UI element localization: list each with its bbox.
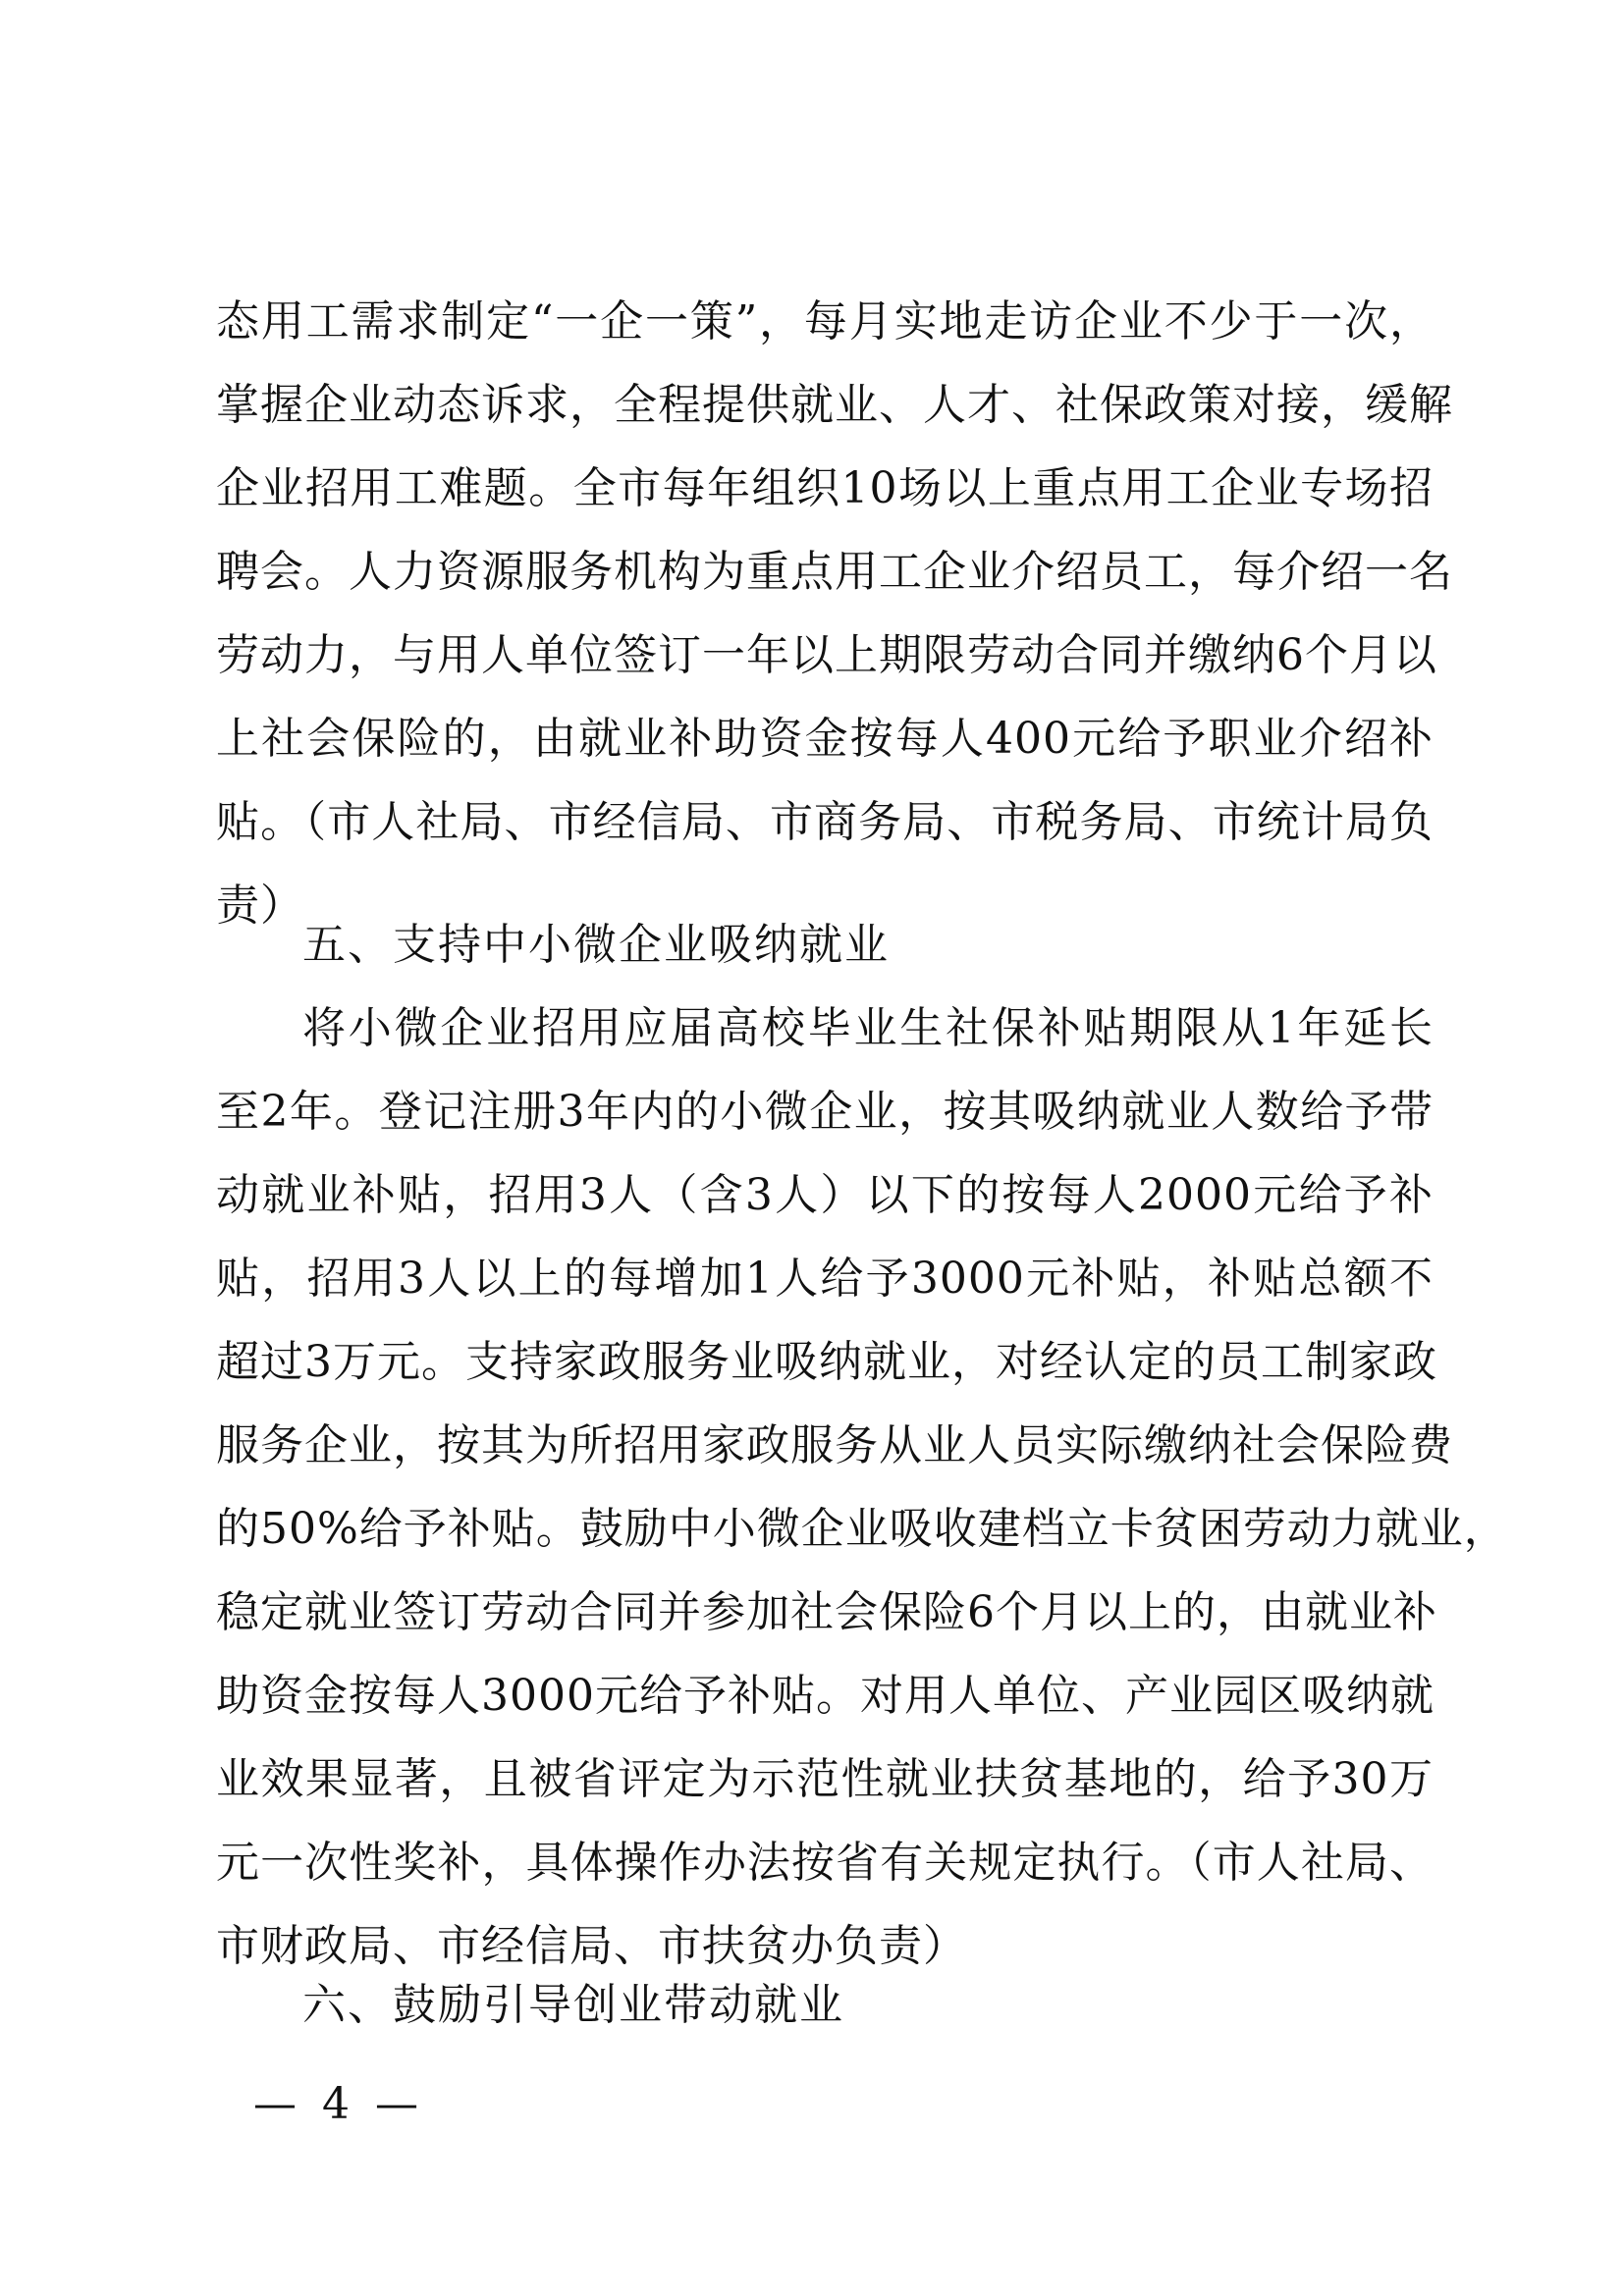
paragraph-line: 聘会。人力资源服务机构为重点用工企业介绍员工，每介绍一名 xyxy=(216,547,1453,597)
paragraph-line: 市财政局、市经信局、市扶贫办负责） xyxy=(216,1921,967,1971)
paragraph-line: 至2年。登记注册3年内的小微企业，按其吸纳就业人数给予带 xyxy=(216,1087,1434,1137)
paragraph-line: 贴。（市人社局、市经信局、市商务局、市税务局、市统计局负 xyxy=(216,797,1434,847)
paragraph-line: 劳动力，与用人单位签订一年以上期限劳动合同并缴纳6个月以 xyxy=(216,630,1437,680)
paragraph-line: 超过3万元。支持家政服务业吸纳就业，对经认定的员工制家政 xyxy=(216,1337,1437,1387)
paragraph-line: 将小微企业招用应届高校毕业生社保补贴期限从1年延长 xyxy=(302,1003,1434,1053)
paragraph-line: 贴，招用3人以上的每增加1人给予3000元补贴，补贴总额不 xyxy=(216,1254,1434,1304)
paragraph-line: 企业招用工难题。全市每年组织10场以上重点用工企业专场招 xyxy=(216,463,1434,513)
section-heading: 五、支持中小微企业吸纳就业 xyxy=(302,920,890,970)
paragraph-line: 助资金按每人3000元给予补贴。对用人单位、产业园区吸纳就 xyxy=(216,1671,1435,1721)
paragraph-line: 动就业补贴，招用3人（含3人）以下的按每人2000元给予补 xyxy=(216,1170,1434,1220)
paragraph-line: 态用工需求制定“一企一策”，每月实地走访企业不少于一次， xyxy=(216,296,1434,347)
paragraph-line: 的50%给予补贴。鼓励中小微企业吸收建档立卡贫困劳动力就业， xyxy=(216,1504,1508,1554)
paragraph-line: 上社会保险的，由就业补助资金按每人400元给予职业介绍补 xyxy=(216,714,1434,764)
paragraph-line: 掌握企业动态诉求，全程提供就业、人才、社保政策对接，缓解 xyxy=(216,380,1453,430)
paragraph-line: 责） xyxy=(216,881,304,931)
page-number: — 4 — xyxy=(253,2079,424,2129)
paragraph-line: 元一次性奖补，具体操作办法按省有关规定执行。（市人社局、 xyxy=(216,1838,1434,1888)
paragraph-line: 业效果显著，且被省评定为示范性就业扶贫基地的，给予30万 xyxy=(216,1754,1434,1804)
paragraph-line: 服务企业，按其为所招用家政服务从业人员实际缴纳社会保险费 xyxy=(216,1420,1453,1470)
paragraph-line: 稳定就业签订劳动合同并参加社会保险6个月以上的，由就业补 xyxy=(216,1587,1437,1637)
section-heading: 六、鼓励引导创业带动就业 xyxy=(302,1980,844,2030)
